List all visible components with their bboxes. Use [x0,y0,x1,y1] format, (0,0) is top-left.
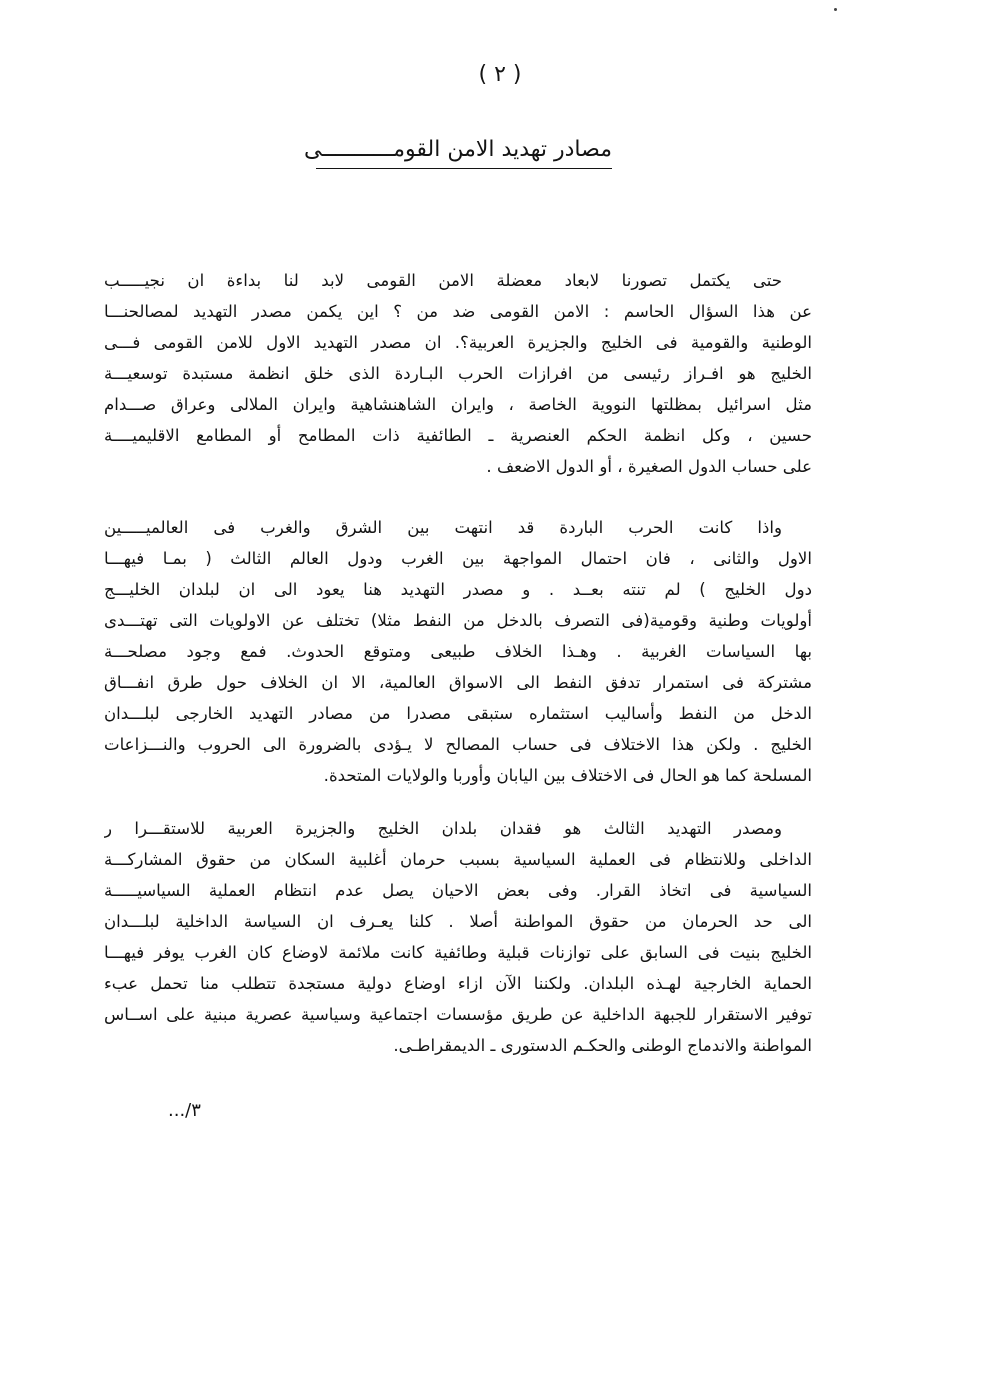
paragraph-line: الاول والثانى ، فان احتمال المواجهة بين الغرب ودول العالم الثالث ( بمـا فيهـــا [104,549,812,568]
paragraph-line: أولويات وطنية وقومية(فى التصرف بالدخل من النفط مثلا) تختلف عن الاولويات التى تهتـــدى [104,611,812,630]
paragraph-1 [104,265,812,482]
paragraph-line: المواطنة والاندماج الوطنى والحكـم الدستورى ـ الديمقراطـى. [393,1036,812,1055]
paragraph-line: الداخلى وللانتظام فى العملية السياسية بسبب حرمان أغلبية السكان من حقوق المشاركـــة [104,850,812,869]
paragraph-line: السياسية فى اتخاذ القرار. وفى بعض الاحيان يصل عدم انتظام العملية السياسيـــــة [104,881,812,900]
paragraph-line: الوطنية والقومية فى الخليج والجزيرة العربية؟. ان مصدر التهديد الاول للامن القومى فـــى [104,333,812,352]
section-title: مصادر تهديد الامن القومـــــــــــى [304,137,612,162]
paragraph-2 [104,512,812,791]
paragraph-line: عن هذا السؤال الحاسم : الامن القومى ضد من ؟ اين يكمن مصدر التهديد لمصالحنـــا [104,302,812,321]
paragraph-line: مثل اسرائيل بمظلتها النووية الخاصة ، وايران الشاهنشاهية وايران الملالى وعراق صـــدام [104,395,812,414]
title-underline [316,168,612,169]
paragraph-line: الى حد الحرمان من حقوق المواطنة أصلا . كلنا يعـرف ان السياسة الداخلية لبلـــدان [104,912,812,931]
paragraph-line: مشتركة فى استمرار تدفق النفط الى الاسواق العالمية، الا ان الخلاف حول طرق انفـــاق [104,673,812,692]
paragraph-line: الدخل من النفط وأساليب استثماره ستبقى مصدرا من مصادر التهديد الخارجى لبلـــدان [104,704,812,723]
paragraph-line: الحماية الخارجية لهـذه البلدان. ولكننا الآن ازاء اوضاع دولية مستجدة تتطلب منا تحمل عبء [104,974,812,993]
continuation-mark: ٣/... [168,1100,201,1121]
paragraph-line: توفير الاستقرار للجبهة الداخلية عن طريق مؤسسات اجتماعية وسياسية عصرية مبنية على اســاس [104,1005,812,1024]
paragraph-line: واذا كانت الحرب الباردة قد انتهت بين الشرق والغرب فى العالميـــــين [104,518,782,537]
paragraph-line: المسلحة كما هو الحال فى الاختلاف بين اليابان وأوربا والولايات المتحدة. [323,766,812,785]
scan-speck [834,8,837,11]
paragraph-line: ومصدر التهديد الثالث هو فقدان بلدان الخليج والجزيرة العربية للاستقـــرا ر [104,819,782,838]
paragraph-line: حسين ، وكل انظمة الحكم العنصرية ـ الطائفية ذات المطامح أو المطامع الاقليميــــة [104,426,812,445]
paragraph-3 [104,813,812,1061]
paragraph-line: الخليج هو افـراز رئيسى من افرازات الحرب البـاردة الذى خلق انظمة مستبدة توسعيـــة [104,364,812,383]
paragraph-line: بها السياسات الغربية . وهـذا الخلاف طبيعى ومتوقع الحدوث. فمع وجود مصلحـــة [104,642,812,661]
paragraph-line: الخليج بنيت فى السابق على توازنات قبلية وطائفية كانت ملائمة لاوضاع كان الغرب يوفر فيهـــا [104,943,812,962]
paragraph-line: على حساب الدول الصغيرة ، أو الدول الاضعف . [486,457,812,476]
paragraph-line: الخليج . ولكن هذا الاختلاف فى حساب المصالح لا يـؤدى بالضرورة الى الحروب والنـــزاعات [104,735,812,754]
paragraph-line: دول الخليج ) لم تنته بعــد . و مصدر التهديد هنا يعود الى ان لبلدان الخليـــج [104,580,812,599]
paragraph-line: حتى يكتمل تصورنا لابعاد معضلة الامن القومى لابد لنا بداءة ان نجيـــــب [104,271,782,290]
page-number: ( ٢ ) [478,62,522,87]
